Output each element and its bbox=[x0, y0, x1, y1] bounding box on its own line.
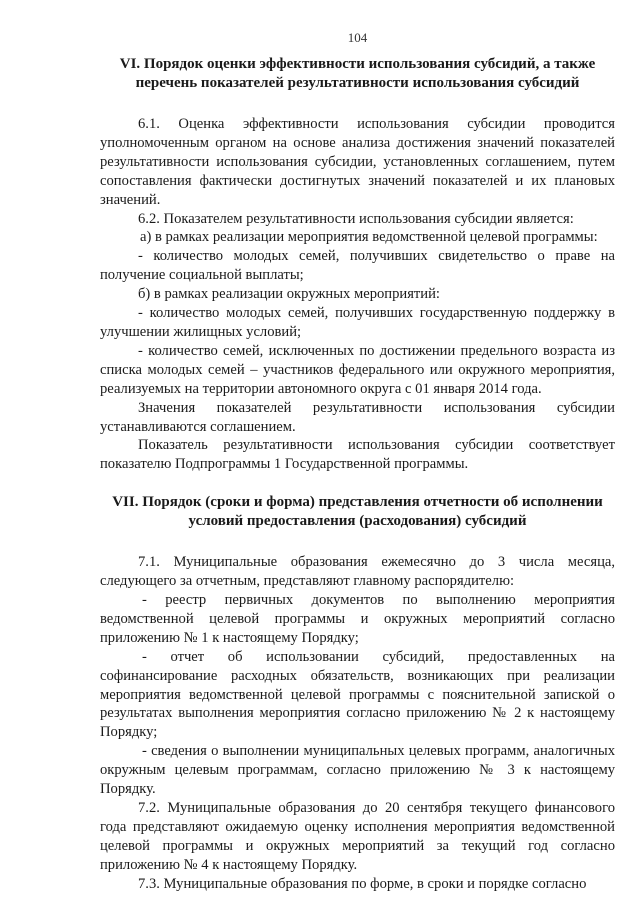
paragraph-7-1: 7.1. Муниципальные образования ежемесячно до 3 числа месяца, следующего за отчетным, представляют главному распорядителю: bbox=[100, 554, 615, 590]
section-7-title: VII. Порядок (сроки и форма) представления отчетности об исполнении условий предоставления (расходования) субсидий bbox=[112, 494, 603, 530]
paragraph-7-3: 7.3. Муниципальные образования по форме, в сроки и порядке согласно bbox=[138, 875, 587, 892]
paragraph-6-2: 6.2. Показателем результативности использования субсидии является: bbox=[138, 210, 574, 227]
document-page bbox=[100, 30, 615, 894]
paragraph-indicator: Показатель результативности использования субсидии соответствует показателю Подпрограммы 1 Государственной программы. bbox=[100, 437, 615, 473]
list-item: - количество молодых семей, получивших свидетельство о праве на получение социальной выплаты; bbox=[100, 248, 615, 284]
subitem-a: а) в рамках реализации мероприятия ведомственной целевой программы: bbox=[140, 229, 598, 246]
list-item: - отчет об использовании субсидий, предоставленных на софинансирование расходных обязательств, возникающих при реализации мероприятия ведомственной целевой программы с пояснительной запиской о результатах выполнения мероприятия согласно приложению № 2 к настоящему Порядку; bbox=[100, 648, 615, 741]
paragraph-values: Значения показателей результативности использования субсидии устанавливаются соглашением. bbox=[100, 399, 615, 435]
subitem-b: б) в рамках реализации окружных мероприятий: bbox=[138, 286, 440, 303]
page-number: 104 bbox=[347, 30, 368, 45]
paragraph-6-1: 6.1. Оценка эффективности использования субсидии проводится уполномоченным органом на основе анализа достижения значений показателей результативности использования субсидии, установленных соглашением, путем сопоставления фактически достигнутых значений показателей и их плановых значений. bbox=[100, 116, 615, 208]
list-item: - реестр первичных документов по выполнению мероприятия ведомственной целевой программы и окружных мероприятий согласно приложению № 1 к настоящему Порядку; bbox=[100, 592, 615, 646]
section-6-title: VI. Порядок оценки эффективности использования субсидий, а также перечень показателей результативности использования субсидий bbox=[119, 56, 596, 91]
list-item: - количество семей, исключенных по достижении предельного возраста из списка молодых семей – участников федерального или окружного мероприятия, реализуемых на территории автономного округа с 01 января 2014 года. bbox=[100, 342, 615, 397]
paragraph-7-2: 7.2. Муниципальные образования до 20 сентября текущего финансового года представляют ожидаемую оценку исполнения мероприятия ведомственной целевой программы и окружных мероприятий за текущий год согласно приложению № 4 к настоящему Порядку. bbox=[100, 800, 615, 873]
list-item: - сведения о выполнении муниципальных целевых программ, аналогичных окружным целевым программам, согласно приложению № 3 к настоящему Порядку. bbox=[100, 743, 615, 798]
list-item: - количество молодых семей, получивших государственную поддержку в улучшении жилищных условий; bbox=[100, 305, 615, 340]
